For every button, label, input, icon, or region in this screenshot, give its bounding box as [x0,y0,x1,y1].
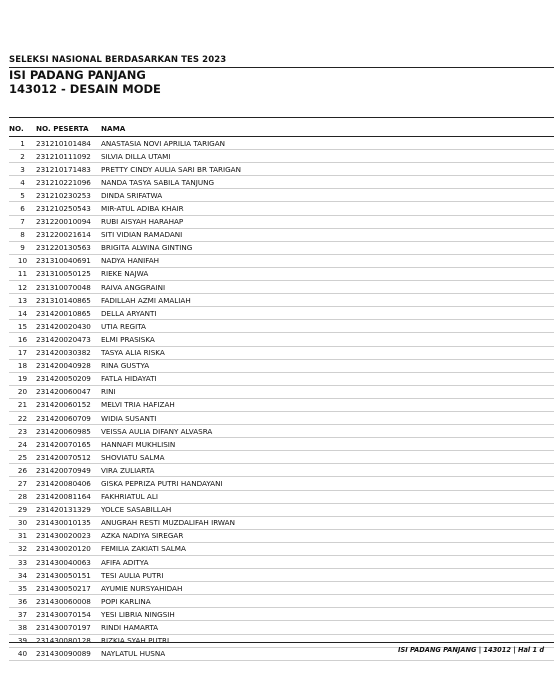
row-number: 27 [9,477,36,490]
table-row [9,176,554,189]
participant-number: 231430040063 [36,556,101,569]
participant-number: 231430050151 [36,569,101,582]
table-row [9,215,554,228]
table-row [9,137,554,150]
selection-title: SELEKSI NASIONAL BERDASARKAN TES 2023 [9,55,227,65]
table-row [9,281,554,294]
row-number: 10 [9,254,36,267]
participant-name: WIDIA SUSANTI [101,411,554,424]
participant-number: 231430010135 [36,516,101,529]
row-number: 15 [9,320,36,333]
participant-number: 231430050217 [36,582,101,595]
footer-text: ISI PADANG PANJANG | 143012 | Hal 1 d [398,646,545,654]
participant-number: 231210221096 [36,176,101,189]
column-header-peserta: NO. PESERTA [36,120,101,137]
participant-number: 231420060709 [36,411,101,424]
table-row [9,189,554,202]
table-row [9,490,554,503]
participant-name: SILVIA DILLA UTAMI [101,150,554,163]
table-header-row [9,120,554,137]
participant-number: 231420081164 [36,490,101,503]
table-row [9,569,554,582]
participant-name: AYUMIE NURSYAHIDAH [101,582,554,595]
row-number: 29 [9,503,36,516]
table-row [9,464,554,477]
row-number: 35 [9,582,36,595]
table-row [9,372,554,385]
participant-number: 231420050209 [36,372,101,385]
participant-name: RIZKIA SYAH PUTRI [101,634,554,647]
row-number: 3 [9,163,36,176]
row-number: 1 [9,137,36,150]
participant-name: ELMI PRASISKA [101,333,554,346]
row-number: 32 [9,542,36,555]
table-row [9,477,554,490]
table-row [9,621,554,634]
participant-number: 231210230253 [36,189,101,202]
participant-name: VEISSA AULIA DIFANY ALVASRA [101,425,554,438]
participant-number: 231420060985 [36,425,101,438]
participant-name: FATLA HIDAYATI [101,372,554,385]
row-number: 25 [9,451,36,464]
table-row [9,556,554,569]
table-row [9,294,554,307]
participant-number: 231430020120 [36,542,101,555]
participant-name: RAIVA ANGGRAINI [101,281,554,294]
participant-number: 231210101484 [36,137,101,150]
participant-name: TASYA ALIA RISKA [101,346,554,359]
participant-number: 231310070048 [36,281,101,294]
participant-name: HANNAFI MUKHLISIN [101,438,554,451]
row-number: 38 [9,621,36,634]
table-row [9,425,554,438]
participant-name: ANUGRAH RESTI MUZDALIFAH IRWAN [101,516,554,529]
participant-number: 231210171483 [36,163,101,176]
table-row [9,529,554,542]
table-row [9,267,554,280]
participant-number: 231430090089 [36,647,101,660]
participant-number: 231420080406 [36,477,101,490]
participant-number: 231430020023 [36,529,101,542]
table-top-divider [9,117,554,118]
participant-number: 231430060008 [36,595,101,608]
table-row [9,398,554,411]
participant-name: MELVI TRIA HAFIZAH [101,398,554,411]
participant-name: GISKA PEPRIZA PUTRI HANDAYANI [101,477,554,490]
row-number: 17 [9,346,36,359]
participant-name: BRIGITA ALWINA GINTING [101,241,554,254]
institution-name: ISI PADANG PANJANG [9,68,146,82]
participant-name: RUBI AISYAH HARAHAP [101,215,554,228]
participant-number: 231210250543 [36,202,101,215]
table-row [9,542,554,555]
row-number: 9 [9,241,36,254]
row-number: 31 [9,529,36,542]
table-row [9,503,554,516]
row-number: 7 [9,215,36,228]
participant-number: 231420030382 [36,346,101,359]
row-number: 13 [9,294,36,307]
row-number: 5 [9,189,36,202]
participant-name: RINI [101,385,554,398]
participant-name: DELLA ARYANTI [101,307,554,320]
participant-number: 231420131329 [36,503,101,516]
table-row [9,582,554,595]
participant-number: 231420060047 [36,385,101,398]
participant-name: FADILLAH AZMI AMALIAH [101,294,554,307]
row-number: 26 [9,464,36,477]
participant-table [9,120,554,661]
participant-name: AFIFA ADITYA [101,556,554,569]
table-row [9,359,554,372]
participant-number: 231430070154 [36,608,101,621]
participant-number: 231220010094 [36,215,101,228]
table-body [9,137,554,661]
row-number: 2 [9,150,36,163]
row-number: 30 [9,516,36,529]
participant-name: VIRA ZULIARTA [101,464,554,477]
row-number: 24 [9,438,36,451]
participant-name: NANDA TASYA SABILA TANJUNG [101,176,554,189]
participant-number: 231430080128 [36,634,101,647]
participant-number: 231420040928 [36,359,101,372]
row-number: 23 [9,425,36,438]
table-row [9,254,554,267]
participant-number: 231220021614 [36,228,101,241]
row-number: 4 [9,176,36,189]
row-number: 22 [9,411,36,424]
table-row [9,451,554,464]
row-number: 33 [9,556,36,569]
table-row [9,202,554,215]
participant-name: SITI VIDIAN RAMADANI [101,228,554,241]
row-number: 39 [9,634,36,647]
participant-number: 231220130563 [36,241,101,254]
row-number: 19 [9,372,36,385]
table-row [9,595,554,608]
participant-name: RINA GUSTYA [101,359,554,372]
column-header-no: NO. [9,120,36,137]
participant-name: RIEKE NAJWA [101,267,554,280]
participant-name: FAKHRIATUL ALI [101,490,554,503]
table-row [9,150,554,163]
row-number: 11 [9,267,36,280]
row-number: 8 [9,228,36,241]
participant-name: NAYLATUL HUSNA [101,647,554,660]
table-row [9,320,554,333]
table-row [9,307,554,320]
participant-number: 231420020430 [36,320,101,333]
table-row [9,385,554,398]
row-number: 36 [9,595,36,608]
table-row [9,241,554,254]
participant-number: 231420070949 [36,464,101,477]
column-header-nama: NAMA [101,120,554,137]
participant-number: 231310140865 [36,294,101,307]
footer-divider [9,642,554,643]
participant-number: 231420070165 [36,438,101,451]
row-number: 20 [9,385,36,398]
participant-name: SHOVIATU SALMA [101,451,554,464]
participant-name: NADYA HANIFAH [101,254,554,267]
row-number: 21 [9,398,36,411]
participant-name: YESI LIBRIA NINGSIH [101,608,554,621]
table-row [9,333,554,346]
participant-name: AZKA NADIYA SIREGAR [101,529,554,542]
participant-name: YOLCE SASABILLAH [101,503,554,516]
table-row [9,346,554,359]
participant-number: 231310040691 [36,254,101,267]
participant-number: 231420060152 [36,398,101,411]
participant-number: 231420020473 [36,333,101,346]
participant-number: 231210111092 [36,150,101,163]
participant-name: ANASTASIA NOVI APRILIA TARIGAN [101,137,554,150]
participant-number: 231420010865 [36,307,101,320]
table-row [9,228,554,241]
row-number: 28 [9,490,36,503]
row-number: 18 [9,359,36,372]
row-number: 16 [9,333,36,346]
participant-name: DINDA SRIFATWA [101,189,554,202]
participant-number: 231430070197 [36,621,101,634]
row-number: 40 [9,647,36,660]
row-number: 37 [9,608,36,621]
table-row [9,516,554,529]
row-number: 34 [9,569,36,582]
table-row [9,163,554,176]
participant-name: PRETTY CINDY AULIA SARI BR TARIGAN [101,163,554,176]
table-row [9,438,554,451]
participant-name: POPI KARLINA [101,595,554,608]
participant-name: UTIA REGITA [101,320,554,333]
participant-number: 231310050125 [36,267,101,280]
table-row [9,411,554,424]
participant-name: RINDI HAMARTA [101,621,554,634]
document-header [9,55,554,96]
participant-number: 231420070512 [36,451,101,464]
row-number: 14 [9,307,36,320]
participant-name: MIR-ATUL ADIBA KHAIR [101,202,554,215]
program-name: 143012 - DESAIN MODE [9,82,161,96]
participant-name: FEMILIA ZAKIATI SALMA [101,542,554,555]
table-row [9,608,554,621]
row-number: 6 [9,202,36,215]
row-number: 12 [9,281,36,294]
participant-name: TESI AULIA PUTRI [101,569,554,582]
